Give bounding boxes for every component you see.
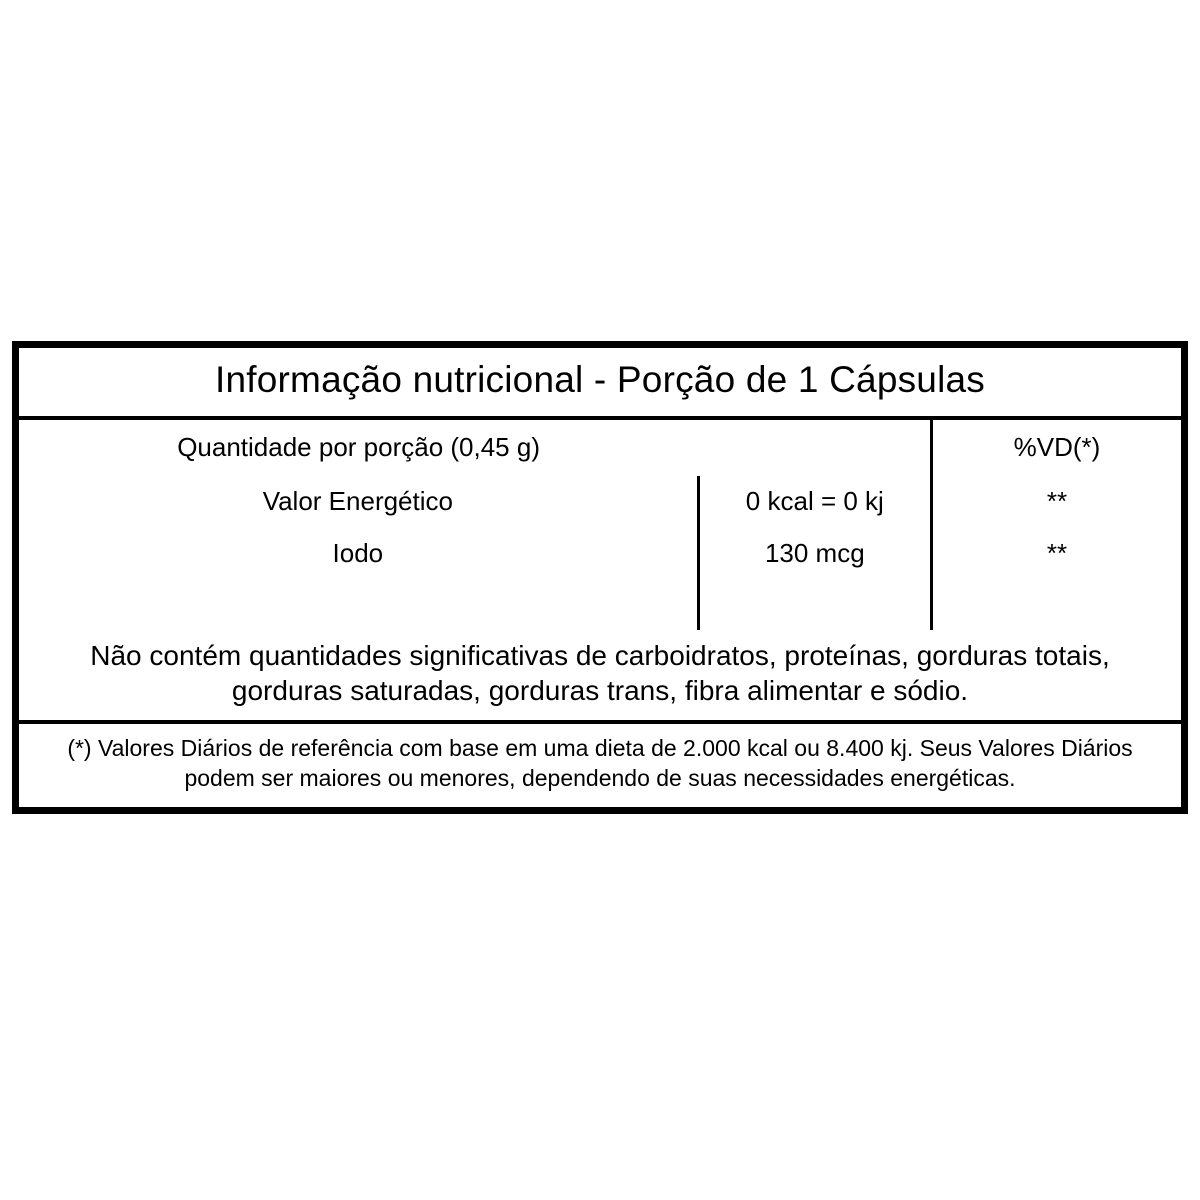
nutrient-value — [698, 580, 931, 630]
nutrition-facts-panel — [12, 341, 1188, 814]
table-row-empty — [19, 580, 1181, 630]
table-row — [19, 476, 1181, 528]
nutrient-name — [19, 580, 698, 630]
nutrient-value: 0 kcal = 0 kj — [698, 476, 931, 528]
nutrient-dv — [931, 580, 1181, 630]
nutrition-table — [19, 420, 1181, 630]
nutrient-dv: ** — [931, 528, 1181, 580]
daily-values-footnote: (*) Valores Diários de referência com base em uma dieta de 2.000 kcal ou 8.400 kj. Seus Valores Diários podem ser maiores ou menores, dependendo de suas necessidades energéticas. — [67, 735, 1133, 791]
nutrient-dv: ** — [931, 476, 1181, 528]
nutrient-value: 130 mcg — [698, 528, 931, 580]
nutrient-name: Iodo — [332, 538, 384, 569]
table-row — [19, 528, 1181, 580]
table-header-row — [19, 420, 1181, 476]
amount-per-serving-label: Quantidade por porção (0,45 g) — [177, 432, 540, 463]
nutrient-name: Valor Energético — [262, 486, 453, 517]
percent-dv-label: %VD(*) — [931, 420, 1181, 476]
value-header-cell — [698, 420, 931, 476]
panel-title-row — [19, 348, 1181, 420]
panel-title: Informação nutricional - Porção de 1 Cápsulas — [215, 359, 985, 400]
non-significant-amounts-note: Não contém quantidades significativas de carboidratos, proteínas, gorduras totais, gorduras saturadas, gorduras trans, fibra alimentar e sódio. — [19, 630, 1181, 725]
